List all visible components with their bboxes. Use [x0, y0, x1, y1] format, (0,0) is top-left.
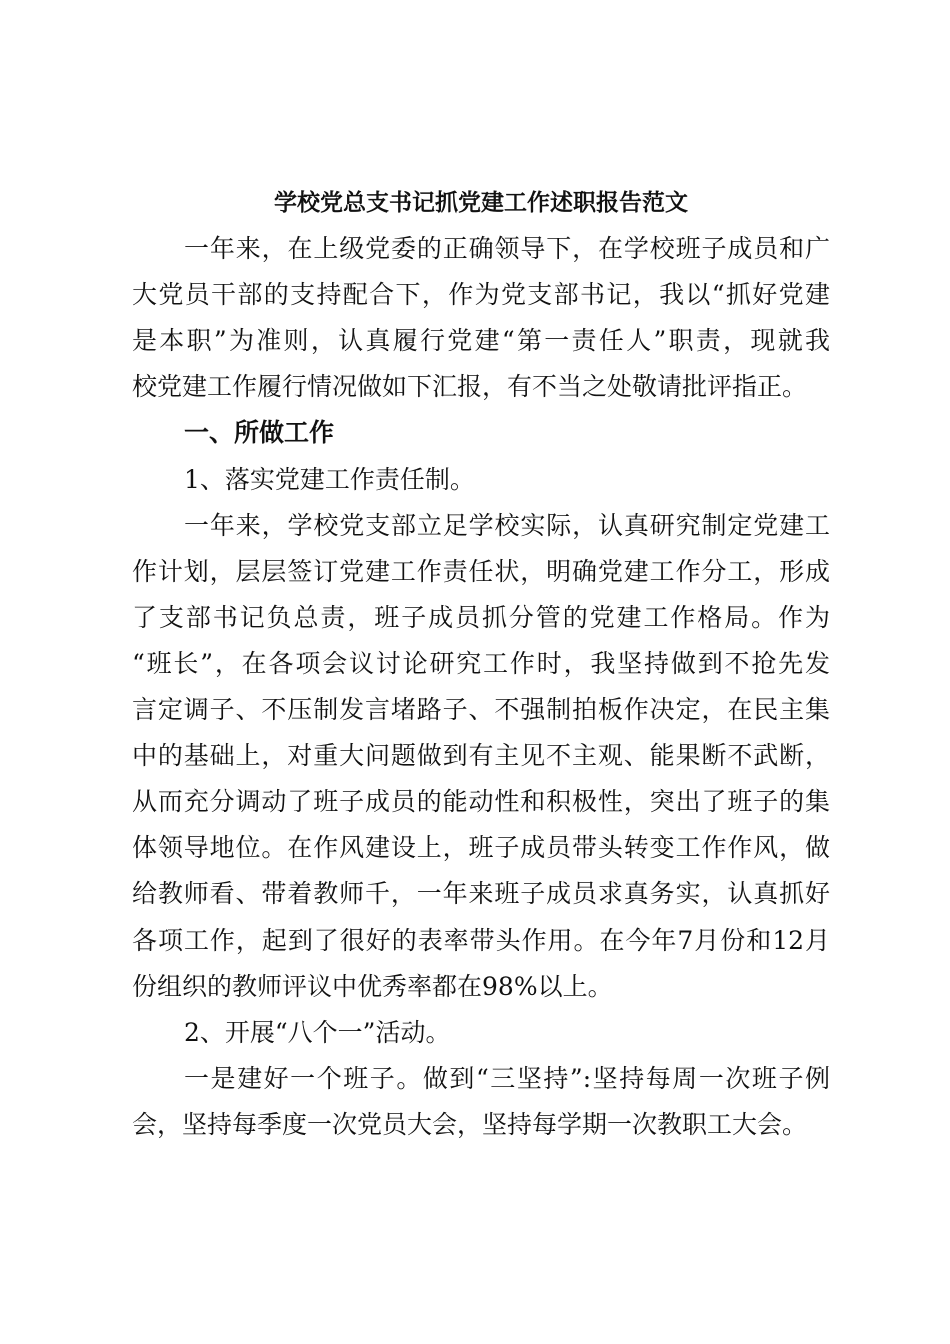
- paragraph-line: 言定调子、不压制发言堵路子、不强制拍板作决定，在民主集: [132, 695, 830, 725]
- paragraph-line: 作计划，层层签订党建工作责任状，明确党建工作分工，形成: [132, 556, 830, 586]
- intro-paragraph: [132, 226, 830, 410]
- paragraph-line: 校党建工作履行情况做如下汇报，有不当之处敬请批评指正。: [132, 372, 808, 402]
- paragraph-line: 大党员干部的支持配合下，作为党支部书记，我以“抓好党建: [132, 280, 830, 310]
- paragraph-line: 中的基础上，对重大问题做到有主见不主观、能果断不武断，: [132, 741, 830, 771]
- paragraph-line: 体领导地位。在作风建设上，班子成员带头转变工作作风，做: [132, 833, 830, 863]
- item-heading: 1、落实党建工作责任制。: [184, 464, 475, 494]
- document-page: [132, 180, 830, 1148]
- paragraph-line: 从而充分调动了班子成员的能动性和积极性，突出了班子的集: [132, 787, 830, 817]
- paragraph-line: 是本职”为准则，认真履行党建“第一责任人”职责，现就我: [132, 326, 830, 356]
- paragraph-line: 一是建好一个班子。做到“三坚持”:坚持每周一次班子例: [184, 1063, 830, 1093]
- paragraph-line: 各项工作，起到了很好的表率带头作用。在今年7月份和12月: [132, 925, 830, 955]
- item2-paragraph: [132, 1056, 830, 1148]
- paragraph-line: “班长”，在各项会议讨论研究工作时，我坚持做到不抢先发: [132, 648, 830, 678]
- item1-paragraph: [132, 503, 830, 1010]
- item-heading: 2、开展“八个一”活动。: [184, 1017, 451, 1047]
- paragraph-line: 给教师看、带着教师千，一年来班子成员求真务实，认真抓好: [132, 879, 830, 909]
- paragraph-line: 份组织的教师评议中优秀率都在98%以上。: [132, 971, 613, 1001]
- document-title: 学校党总支书记抓党建工作述职报告范文: [274, 189, 688, 216]
- paragraph-line: 一年来，在上级党委的正确领导下，在学校班子成员和广: [184, 234, 830, 264]
- paragraph-line: 一年来，学校党支部立足学校实际，认真研究制定党建工: [184, 510, 830, 540]
- paragraph-line: 会，坚持每季度一次党员大会，坚持每学期一次教职工大会。: [132, 1109, 808, 1139]
- section-heading: 一、所做工作: [184, 418, 335, 448]
- paragraph-line: 了支部书记负总责，班子成员抓分管的党建工作格局。作为: [132, 602, 830, 632]
